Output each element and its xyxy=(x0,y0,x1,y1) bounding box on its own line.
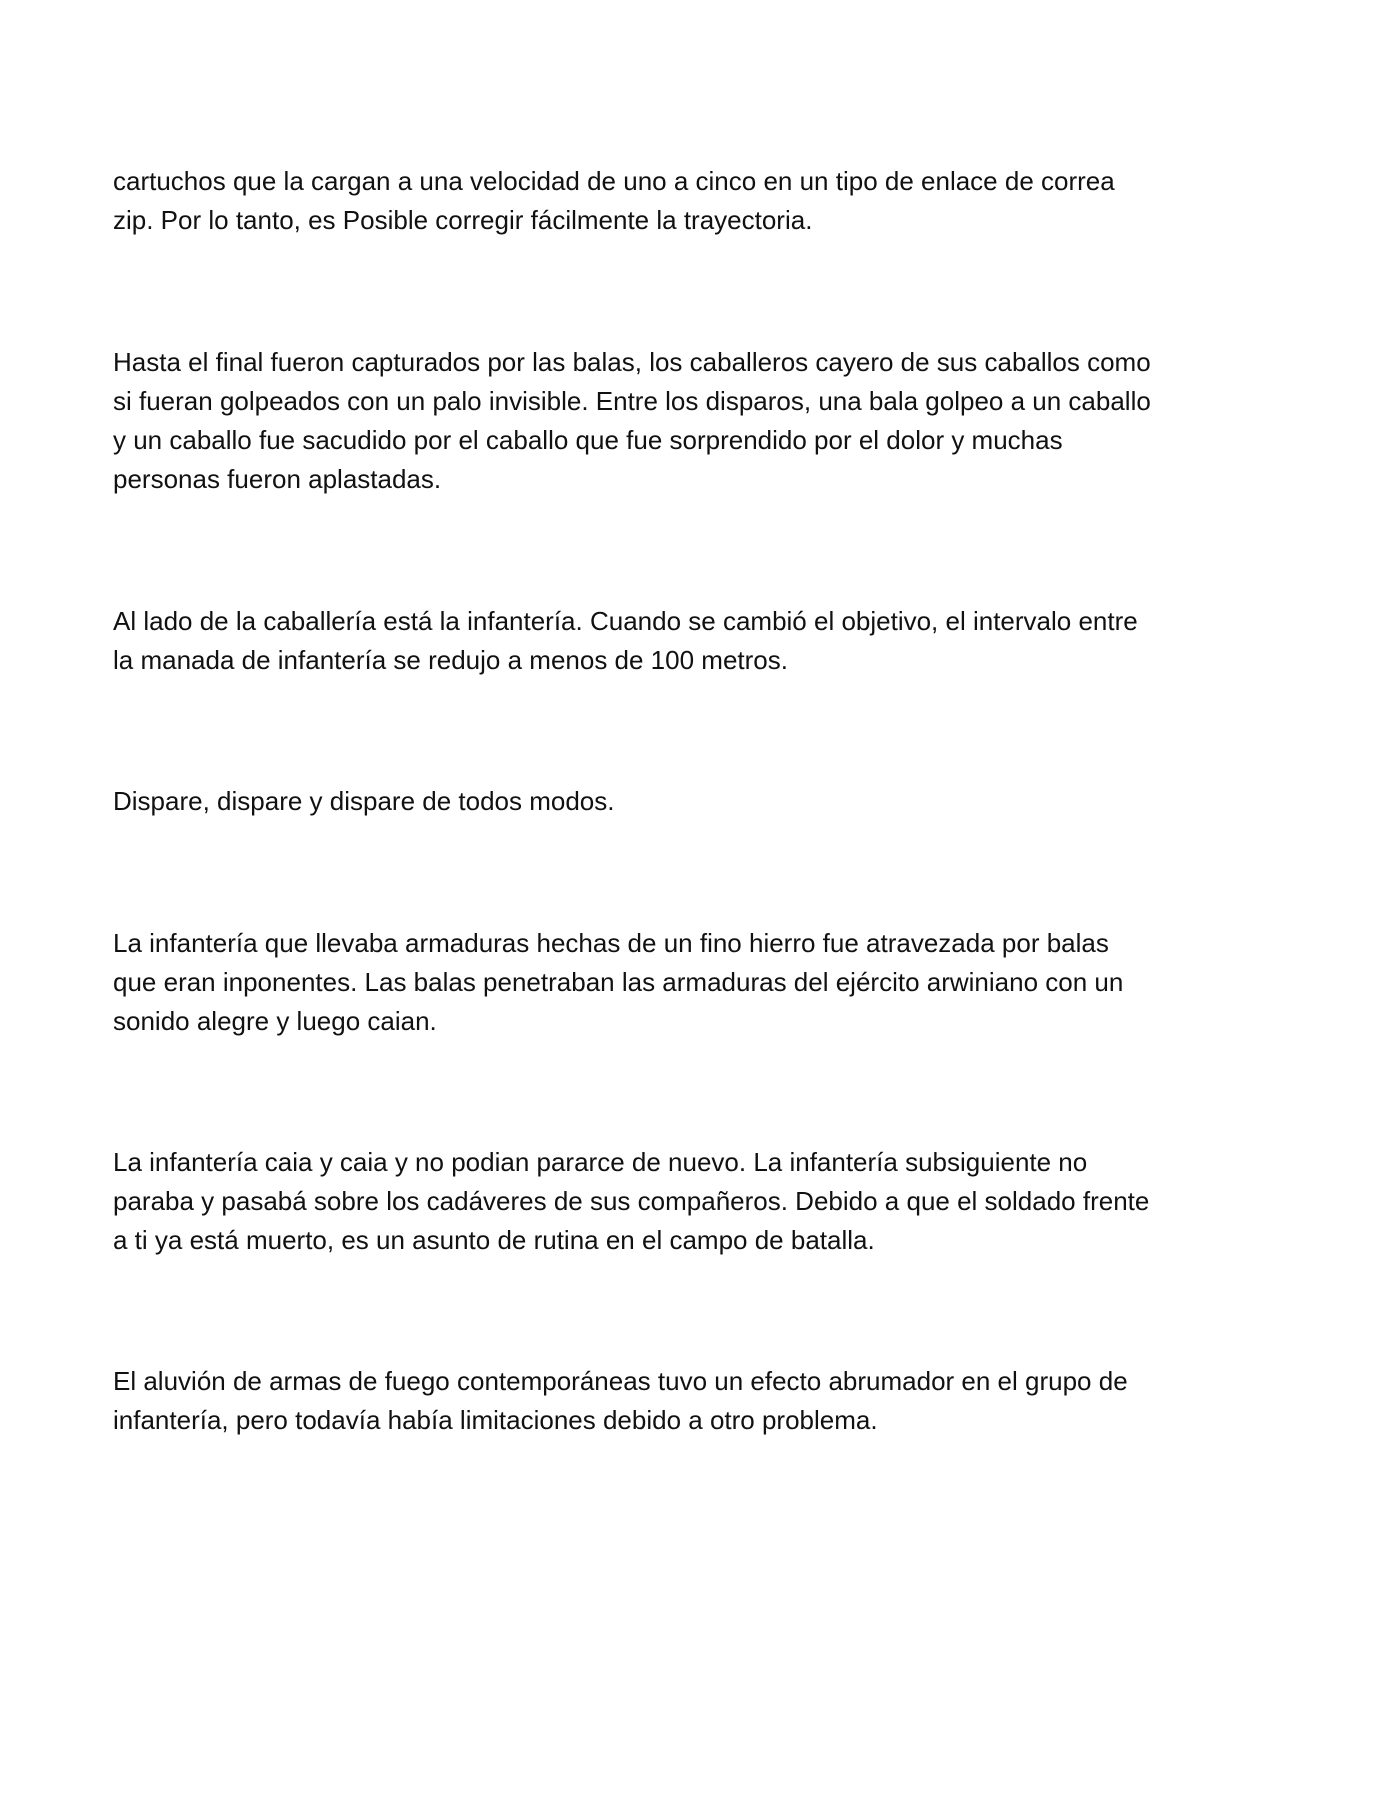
paragraph-line: Hasta el final fueron capturados por las balas, los caballeros cayero de sus caballos como xyxy=(113,347,1151,377)
paragraph-line: paraba y pasabá sobre los cadáveres de sus compañeros. Debido a que el soldado frente xyxy=(113,1186,1150,1216)
paragraph-6 xyxy=(113,1143,1293,1260)
paragraph-3 xyxy=(113,602,1293,680)
paragraph-2 xyxy=(113,343,1293,499)
paragraph-4 xyxy=(113,782,1293,821)
paragraph-line: a ti ya está muerto, es un asunto de rutina en el campo de batalla. xyxy=(113,1225,875,1255)
paragraph-1 xyxy=(113,162,1293,240)
paragraph-line: cartuchos que la cargan a una velocidad de uno a cinco en un tipo de enlace de correa xyxy=(113,166,1115,196)
paragraph-line: y un caballo fue sacudido por el caballo que fue sorprendido por el dolor y muchas xyxy=(113,425,1063,455)
paragraph-line: zip. Por lo tanto, es Posible corregir fácilmente la trayectoria. xyxy=(113,205,813,235)
paragraph-line: La infantería caia y caia y no podian pararce de nuevo. La infantería subsiguiente no xyxy=(113,1147,1088,1177)
paragraph-line: El aluvión de armas de fuego contemporáneas tuvo un efecto abrumador en el grupo de xyxy=(113,1366,1128,1396)
paragraph-5 xyxy=(113,924,1293,1041)
paragraph-line: que eran inponentes. Las balas penetraban las armaduras del ejército arwiniano con un xyxy=(113,967,1124,997)
paragraph-line: personas fueron aplastadas. xyxy=(113,464,442,494)
paragraph-line: La infantería que llevaba armaduras hechas de un fino hierro fue atravezada por balas xyxy=(113,928,1109,958)
paragraph-line: la manada de infantería se redujo a menos de 100 metros. xyxy=(113,645,788,675)
paragraph-line: sonido alegre y luego caian. xyxy=(113,1006,437,1036)
paragraph-line: Dispare, dispare y dispare de todos modos. xyxy=(113,786,615,816)
paragraph-line: Al lado de la caballería está la infantería. Cuando se cambió el objetivo, el intervalo entre xyxy=(113,606,1138,636)
paragraph-7 xyxy=(113,1362,1293,1440)
paragraph-line: si fueran golpeados con un palo invisible. Entre los disparos, una bala golpeo a un caballo xyxy=(113,386,1151,416)
paragraph-line: infantería, pero todavía había limitaciones debido a otro problema. xyxy=(113,1405,878,1435)
